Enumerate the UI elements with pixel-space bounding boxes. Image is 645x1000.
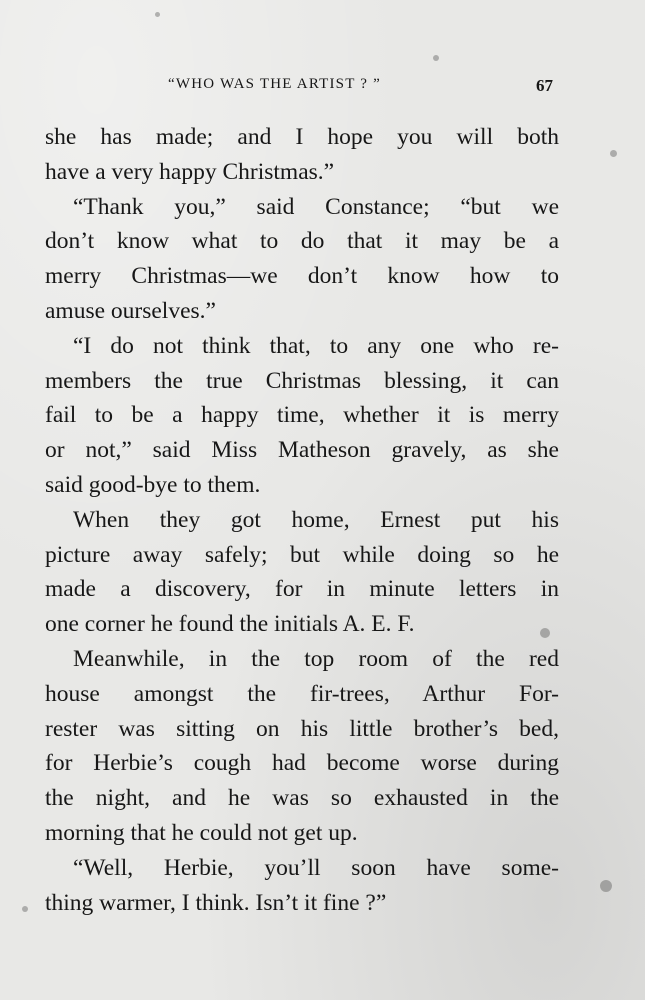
paper-speck <box>610 150 617 157</box>
text-line: picture away safely; but while doing so he <box>45 541 559 568</box>
text-line: When they got home, Ernest put his <box>73 506 559 533</box>
paper-speck <box>433 55 439 61</box>
text-line: “Thank you,” said Constance; “but we <box>73 193 559 220</box>
running-head: “WHO WAS THE ARTIST ? ” <box>168 76 381 92</box>
text-line: said good-bye to them. <box>45 471 261 498</box>
text-line: the night, and he was so exhausted in the <box>45 785 559 812</box>
page-header <box>0 76 645 100</box>
text-line: house amongst the fir-trees, Arthur For- <box>45 680 559 707</box>
text-line: members the true Christmas blessing, it can <box>45 367 559 394</box>
body-text <box>45 120 559 920</box>
paper-speck <box>22 906 28 912</box>
paper-speck <box>600 880 612 892</box>
text-line: she has made; and I hope you will both <box>45 124 559 150</box>
text-line: for Herbie’s cough had become worse during <box>45 750 559 777</box>
text-line: morning that he could not get up. <box>45 819 358 846</box>
page-number: 67 <box>536 76 553 95</box>
text-line: don’t know what to do that it may be a <box>45 228 559 255</box>
text-line: have a very happy Christmas.” <box>45 158 335 185</box>
text-line: thing warmer, I think. Isn’t it fine ?” <box>45 889 387 916</box>
text-line: made a discovery, for in minute letters in <box>45 576 559 603</box>
text-line: one corner he found the initials A. E. F. <box>45 611 415 638</box>
paper-speck <box>155 12 160 17</box>
text-line: “Well, Herbie, you’ll soon have some- <box>73 854 559 881</box>
text-line: amuse ourselves.” <box>45 297 216 324</box>
text-line: merry Christmas—we don’t know how to <box>45 263 559 290</box>
text-line: Meanwhile, in the top room of the red <box>73 645 559 672</box>
text-line: fail to be a happy time, whether it is merry <box>45 402 559 429</box>
text-line: “I do not think that, to any one who re- <box>73 332 559 359</box>
text-line: or not,” said Miss Matheson gravely, as she <box>45 437 559 464</box>
text-line: rester was sitting on his little brother’s bed, <box>45 715 559 742</box>
